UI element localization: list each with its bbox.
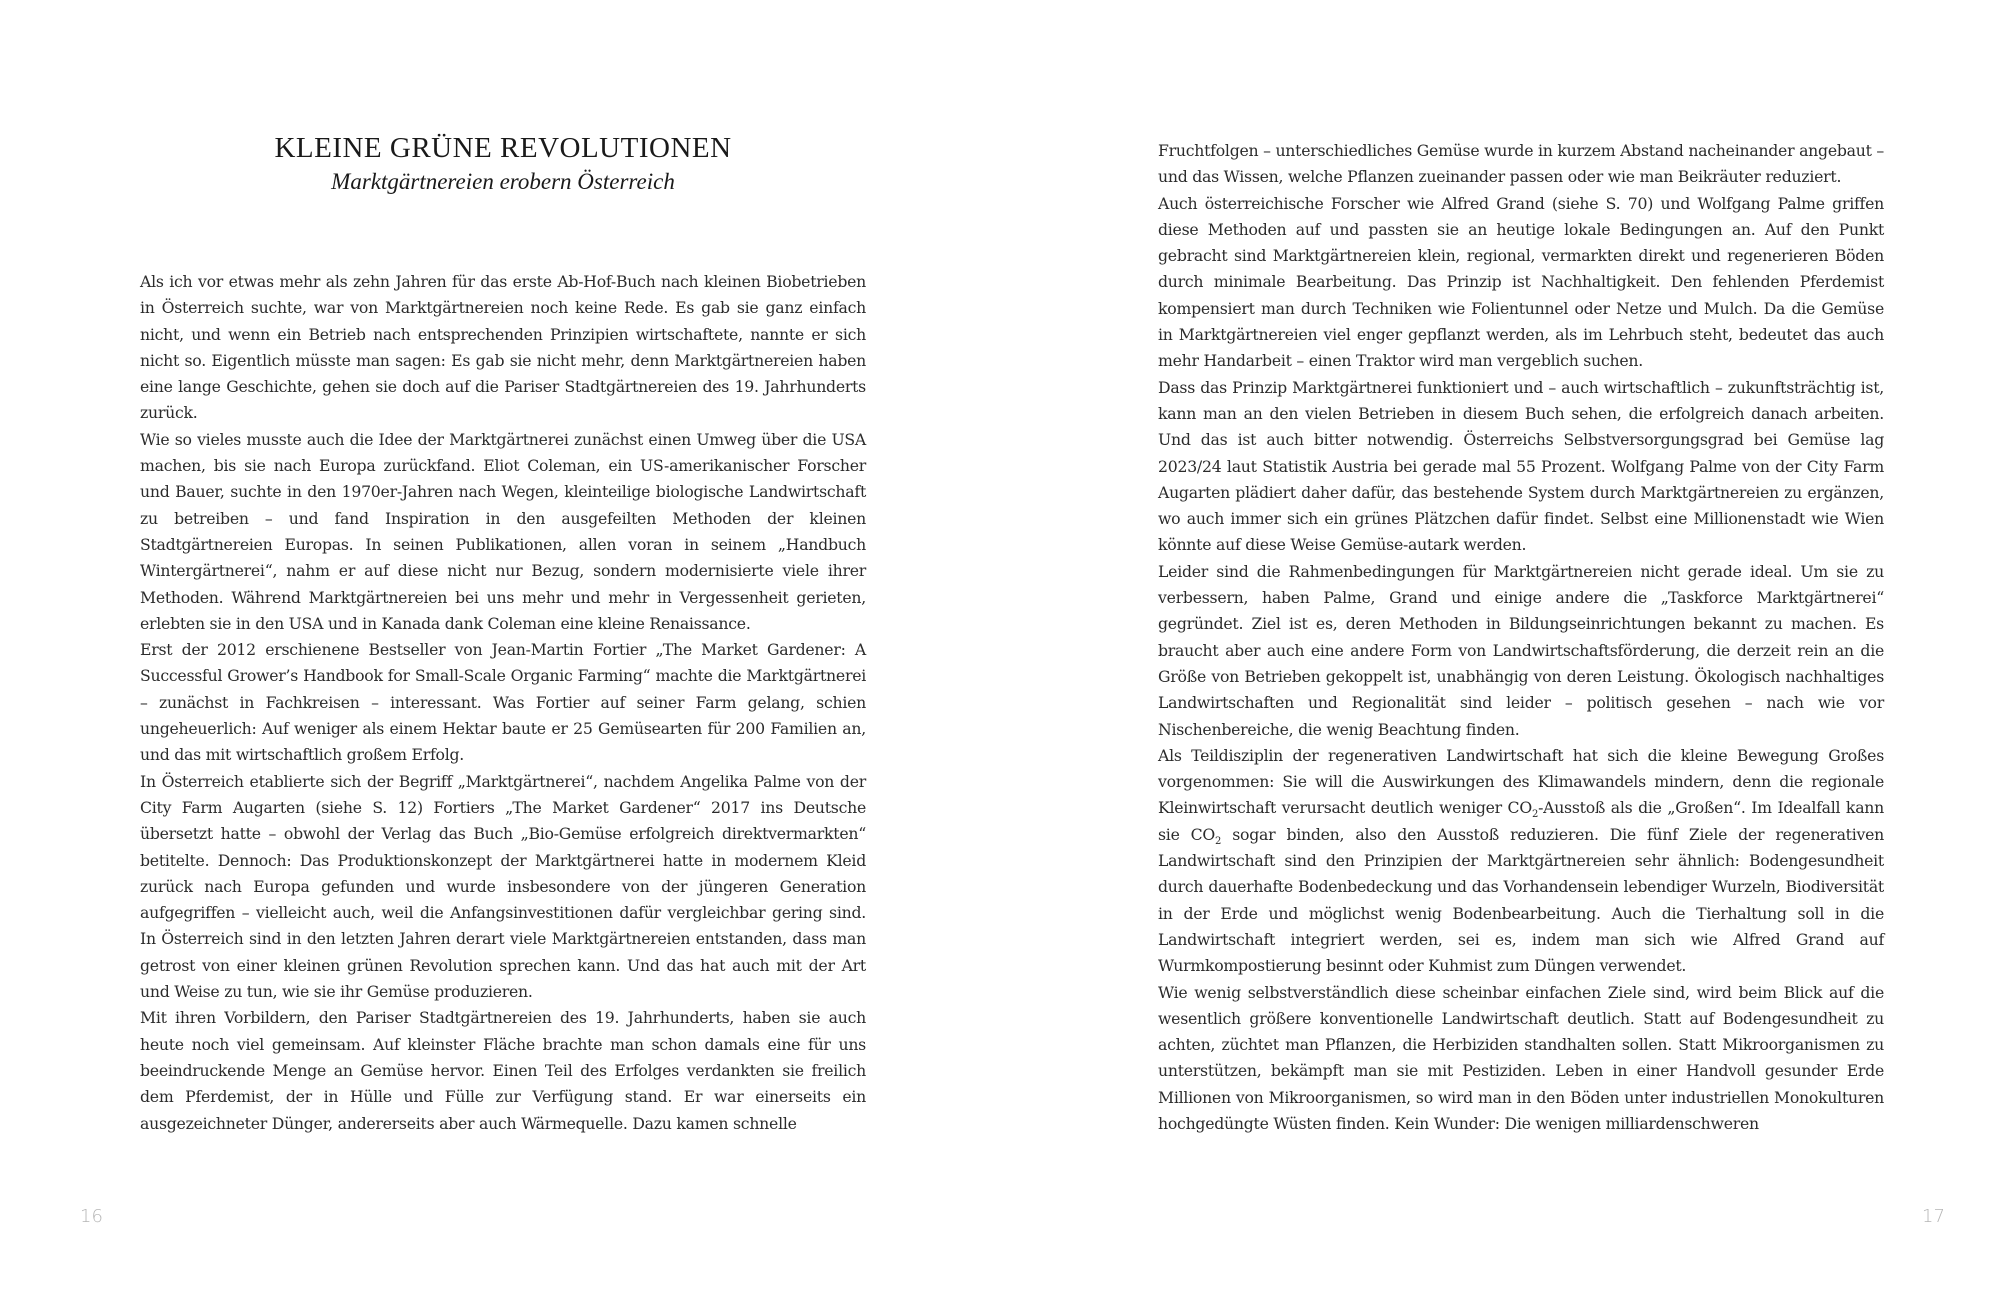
paragraph: Dass das Prinzip Marktgärtnerei funktioniert und – auch wirtschaftlich – zukunftsträchtig ist, kann man an den vielen Betrieben in diesem Buch sehen, die erfolgreich danach arbeiten. Und das ist auch bitter notwendig. Österreichs Selbstversorgungsgrad bei Gemüse lag 2023/24 laut Statistik Austria bei gerade mal 55 Prozent. Wolfgang Palme von der City Farm Augarten plädiert daher dafür, das bestehende System durch Marktgärtnereien zu ergänzen, wo auch immer sich ein grünes Plätzchen dafür findet. Selbst eine Millionenstadt wie Wien könnte auf diese Weise Gemüse-autark werden.	[1158, 377, 1884, 555]
paragraph: Wie so vieles musste auch die Idee der Marktgärtnerei zunächst einen Umweg über die USA machen, bis sie nach Europa zurückfand. Eliot Coleman, ein US-amerikanischer Forscher und Bauer, suchte in den 1970er-Jahren nach Wegen, kleinteilige biologische Landwirtschaft zu betreiben – und fand Inspiration in den ausgefeilten Methoden der kleinen Stadtgärtnereien Europas. In seinen Publikationen, allen voran in seinem „Handbuch Wintergärtnerei“, nahm er auf diese nicht nur Bezug, sondern modernisierte viele ihrer Methoden. Während Marktgärtnereien bei uns mehr und mehr in Vergessenheit gerieten, erlebten sie in den USA und in Kanada dank Coleman eine kleine Renaissance.	[140, 429, 866, 633]
paragraph: Auch österreichische Forscher wie Alfred Grand (siehe S. 70) und Wolfgang Palme griffen diese Methoden auf und passten sie an heutige lokale Bedingungen an. Auf den Punkt gebracht sind Marktgärtnereien klein, regional, vermarkten direkt und regenerieren Böden durch minimale Bearbeitung. Das Prinzip ist Nachhaltigkeit. Den fehlenden Pferdemist kompensiert man durch Techniken wie Folientunnel oder Netze und Mulch. Da die Gemüse in Marktgärtnereien viel enger gepflanzt werden, als im Lehrbuch steht, bedeutet das auch mehr Handarbeit – einen Traktor wird man vergeblich suchen.	[1158, 193, 1884, 371]
chapter-heading	[140, 130, 866, 198]
paragraph: Als ich vor etwas mehr als zehn Jahren für das erste Ab-Hof-Buch nach kleinen Biobetrieben in Österreich suchte, war von Marktgärtnereien noch keine Rede. Es gab sie ganz einfach nicht, und wenn ein Betrieb nach entsprechenden Prinzipien wirtschaftete, nannte er sich nicht so. Eigentlich müsste man sagen: Es gab sie nicht mehr, denn Marktgärtnereien haben eine lange Geschichte, gehen sie doch auf die Pariser Stadtgärtnereien des 19. Jahrhunderts zurück.	[140, 272, 866, 423]
paragraph-co2	[1158, 743, 1884, 980]
right-page-text	[1158, 138, 1884, 1137]
paragraph: Fruchtfolgen – unterschiedliches Gemüse wurde in kurzem Abstand nacheinander angebaut – und das Wissen, welche Pflanzen zueinander passen oder wie man Beikräuter reduziert.	[1158, 141, 1884, 187]
subscript: 2	[1531, 809, 1539, 821]
paragraph: Erst der 2012 erschienene Bestseller von Jean-Martin Fortier „The Market Gardener: A Successful Grower’s Handbook for Small-Scale Organic Farming“ machte die Marktgärtnerei – zunächst in Fachkreisen – interessant. Was Fortier auf seiner Farm gelang, schien ungeheuerlich: Auf weniger als einem Hektar baute er 25 Gemüsearten für 200 Familien an, und das mit wirtschaftlich großem Erfolg.	[140, 640, 866, 765]
chapter-title: KLEINE GRÜNE REVOLUTIONEN	[274, 132, 732, 164]
chapter-subtitle: Marktgärtnereien erobern Österreich	[331, 169, 675, 194]
paragraph: Wie wenig selbstverständlich diese scheinbar einfachen Ziele sind, wird beim Blick auf die wesentlich größere konventionelle Landwirtschaft deutlich. Statt auf Bodengesundheit zu achten, züchtet man Pflanzen, die Herbiziden standhalten sollen. Statt Mikroorganismen zu unterstützen, bekämpft man sie mit Pestiziden. Leben in einer Handvoll gesunder Erde Millionen von Mikroorganismen, so wird man in den Böden unter industriellen Monokulturen hochgedüngte Wüsten finden. Kein Wunder: Die wenigen milliardenschweren	[1158, 982, 1884, 1133]
left-page-text	[140, 269, 866, 1137]
paragraph: Mit ihren Vorbildern, den Pariser Stadtgärtnereien des 19. Jahrhunderts, haben sie auch heute noch viel gemeinsam. Auf kleinster Fläche brachte man schon damals eine für uns beeindruckende Menge an Gemüse hervor. Einen Teil des Erfolges verdankten sie freilich dem Pferdemist, der in Hülle und Fülle zur Verfügung stand. Er war einerseits ein ausgezeichneter Dünger, andererseits aber auch Wärmequelle. Dazu kamen schnelle	[140, 1008, 866, 1133]
page-number-left: 16	[80, 1206, 103, 1227]
page-number-right: 17	[1922, 1206, 1945, 1227]
subscript: 2	[1215, 835, 1222, 847]
paragraph: In Österreich etablierte sich der Begriff „Marktgärtnerei“, nachdem Angelika Palme von der City Farm Augarten (siehe S. 12) Fortiers „The Market Gardener“ 2017 ins Deutsche übersetzt hatte – obwohl der Verlag das Buch „Bio-Gemüse erfolgreich direktvermarkten“ betitelte. Dennoch: Das Produktionskonzept der Marktgärtnerei hatte in modernem Kleid zurück nach Europa gefunden und wurde insbesondere von der jüngeren Generation aufgegriffen – vielleicht auch, weil die Anfangsinvestitionen dafür vergleichbar gering sind. In Österreich sind in den letzten Jahren derart viele Marktgärtnereien entstanden, dass man getrost von einer kleinen grünen Revolution sprechen kann. Und das hat auch mit der Art und Weise zu tun, wie sie ihr Gemüse produzieren.	[140, 771, 866, 1002]
text-run: -Ausstoß als die „Großen“. Im Idealfall kann sie CO	[1158, 798, 1885, 844]
text-run: sogar binden, also den Ausstoß reduzieren. Die fünf Ziele der regenerativen Landwirtschaft sind den Prinzipien der Marktgärtnereien sehr ähnlich: Bodengesundheit durch dauerhafte Bodenbedeckung und das Vorhandensein lebendiger Wurzeln, Biodiversität in der Erde und möglichst wenig Bodenbearbeitung. Auch die Tierhaltung soll in die Landwirtschaft integriert werden, sei es, indem man sich wie Alfred Grand auf Wurmkompostierung besinnt oder Kuhmist zum Düngen verwendet.	[1158, 824, 1884, 976]
text-run: Als Teildisziplin der regenerativen Landwirtschaft hat sich die kleine Bewegung Großes vorgenommen: Sie will die Auswirkungen des Klimawandels mindern, denn die regionale Kleinwirtschaft verursacht deutlich weniger CO	[1158, 745, 1884, 818]
paragraph: Leider sind die Rahmenbedingungen für Marktgärtnereien nicht gerade ideal. Um sie zu verbessern, haben Palme, Grand und einige andere die „Taskforce Marktgärtnerei“ gegründet. Ziel ist es, deren Methoden in Bildungseinrichtungen bekannt zu machen. Es braucht aber auch eine andere Form von Landwirtschaftsförderung, die derzeit rein an die Größe von Betrieben gekoppelt ist, unabhängig von deren Leistung. Ökologisch nachhaltiges Landwirtschaften und Regionalität sind leider – politisch gesehen – nach wie vor Nischenbereiche, die wenig Beachtung finden.	[1158, 561, 1884, 739]
